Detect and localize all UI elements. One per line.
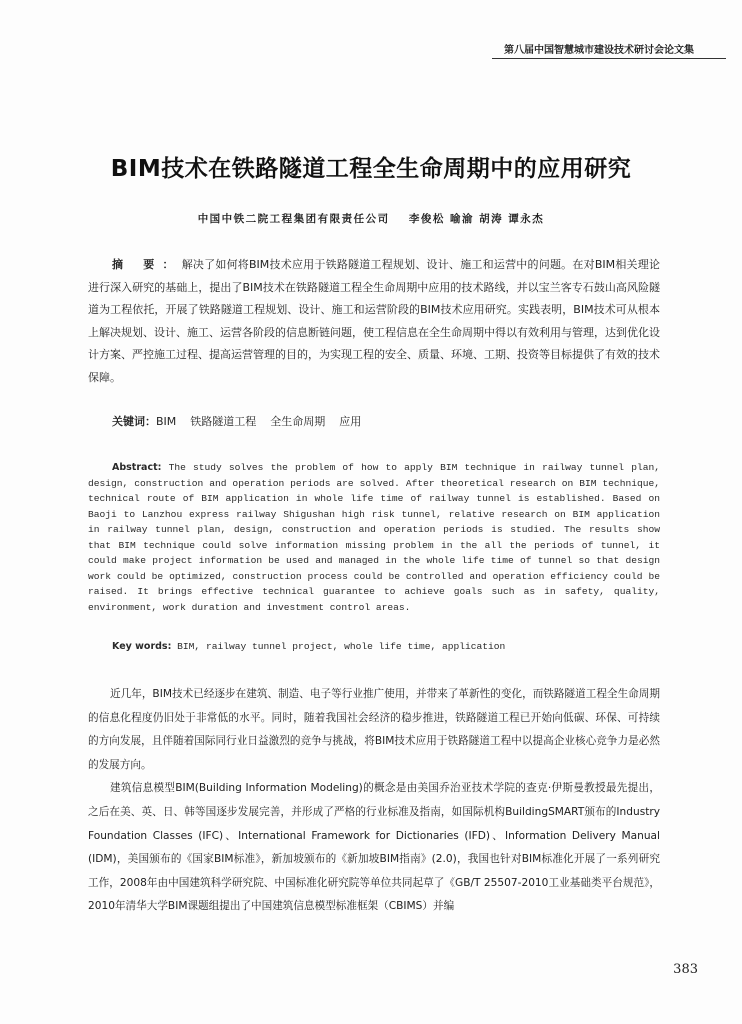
keywords-cn-label: 关键词：	[112, 415, 156, 428]
author-names: 李俊松 喻渝 胡涛 谭永杰	[408, 213, 545, 225]
body-paragraph: 建筑信息模型BIM(Building Information Modeling)的概念是由美国乔治亚技术学院的查克·伊斯曼教授最先提出，之后在美、英、日、韩等国逐步发展完善，并形成了严格的行业标准及指南，如国际机构BuildingSMART颁布的Industry Foundation Classes (IFC)、International Framework for Dictionaries (IFD)、Information Delivery Manual (IDM)，美国颁布的《国家BIM标准》，新加坡颁布的《新加坡BIM指南》(2.0)，我国也针对BIM标准化开展了一系列研究工作，2008年由中国建筑科学研究院、中国标准化研究院等单位共同起草了《GB/T 25507-2010工业基础类平台规范》，2010年清华大学BIM课题组提出了中国建筑信息模型标准框架（CBIMS）并编	[88, 782, 660, 913]
header-rule	[492, 58, 726, 59]
body-text	[88, 683, 660, 919]
keyword-cn-item: 铁路隧道工程	[190, 415, 257, 428]
keywords-en-text: BIM, railway tunnel project, whole life time, application	[177, 641, 506, 652]
keyword-cn-item: 应用	[339, 415, 362, 428]
abstract-cn-text: 解决了如何将BIM技术应用于铁路隧道工程规划、设计、施工和运营中的问题。在对BIM相关理论进行深入研究的基础上，提出了BIM技术在铁路隧道工程全生命周期中应用的技术路线，并以宝兰客专石鼓山高风险隧道为工程依托，开展了铁路隧道工程规划、设计、施工和运营阶段的BIM技术应用研究。实践表明，BIM技术可从根本上解决规划、设计、施工、运营各阶段的信息断链问题，使工程信息在全生命周期中得以有效利用与管理，达到优化设计方案、严控施工过程、提高运营管理的目的，为实现工程的安全、质量、环境、工期、投资等目标提供了有效的技术保障。	[88, 258, 660, 384]
paper-title: BIM技术在铁路隧道工程全生命周期中的应用研究	[110, 156, 632, 182]
abstract-english	[88, 460, 660, 615]
author-organization: 中国中铁二院工程集团有限责任公司	[197, 213, 390, 225]
abstract-chinese	[88, 254, 660, 389]
body-paragraph: 近几年，BIM技术已经逐步在建筑、制造、电子等行业推广使用，并带来了革新性的变化，而铁路隧道工程全生命周期的信息化程度仍旧处于非常低的水平。同时，随着我国社会经济的稳步推进，铁路隧道工程已开始向低碳、环保、可持续的方向发展，且伴随着国际同行业日益激烈的竞争与挑战，将BIM技术应用于铁路隧道工程中以提高企业核心竞争力是必然的发展方向。	[88, 688, 660, 771]
keyword-cn-item: BIM	[156, 415, 177, 428]
abstract-cn-label: 摘 要：	[112, 258, 182, 271]
author-line	[0, 211, 742, 226]
running-header: 第八届中国智慧城市建设技术研讨会论文集	[504, 45, 694, 56]
page-number: 383	[673, 962, 698, 977]
keywords-english	[112, 641, 505, 652]
keywords-en-label: Key words:	[112, 641, 172, 652]
abstract-en-text: The study solves the problem of how to apply BIM technique in railway tunnel plan, design, construction and operation periods are solved. After theoretical research on BIM technique, technical route of BIM application in whole life time of railway tunnel is established. Based on Baoji to Lanzhou express railway Shigushan high risk tunnel, relative research on BIM application in railway tunnel plan, design, construction and operation periods is studied. The results show that BIM technique could solve information missing problem in the all the periods of tunnel, it could make project information be used and managed in the whole life time of tunnel so that design work could be optimized, construction process could be controlled and operation efficiency could be raised. It brings effective technical guarantee to achieve goals such as in safety, quality, environment, work duration and investment control areas.	[88, 462, 660, 613]
keyword-cn-item: 全生命周期	[270, 415, 326, 428]
keywords-chinese	[112, 413, 375, 429]
abstract-en-label: Abstract:	[112, 462, 162, 473]
